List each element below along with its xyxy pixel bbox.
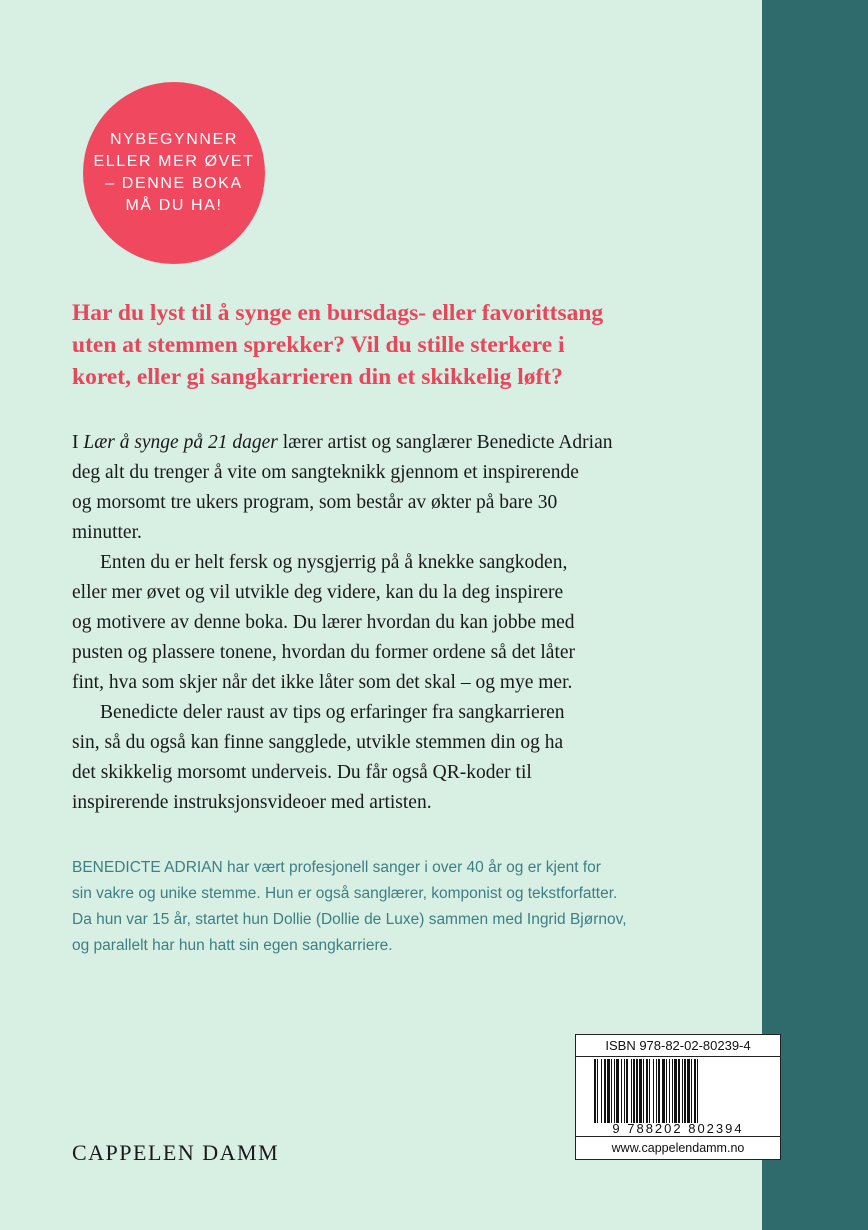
body-line: pusten og plassere tonene, hvordan du former ordene så det låter [72, 642, 576, 663]
barcode-icon [580, 1059, 776, 1123]
badge-line: – DENNE BOKA [105, 175, 243, 192]
promo-badge [83, 82, 265, 264]
barcode-stripe [687, 1059, 690, 1123]
barcode-stripe [616, 1059, 619, 1123]
barcode-stripe [697, 1059, 698, 1123]
barcode-stripe [626, 1059, 628, 1123]
bio-line: Da hun var 15 år, startet hun Dollie (Dollie de Luxe) sammen med Ingrid Bjørnov, [72, 911, 627, 928]
barcode-stripe [684, 1059, 686, 1123]
headline [72, 297, 752, 393]
barcode-stripe [604, 1059, 606, 1123]
body-line: deg alt du trenger å vite om sangteknikk gjennom et inspirerende [72, 462, 579, 483]
body-prefix: I [72, 432, 84, 453]
barcode-stripe [674, 1059, 677, 1123]
isbn-text: ISBN 978-82-02-80239-4 [576, 1035, 780, 1057]
headline-line: koret, eller gi sangkarrieren din et skikkelig løft? [72, 364, 563, 390]
badge-line: MÅ DU HA! [125, 197, 223, 214]
barcode-stripe [662, 1059, 665, 1123]
headline-line: uten at stemmen sprekker? Vil du stille sterkere i [72, 332, 565, 358]
barcode-stripe [666, 1059, 667, 1123]
barcode-stripe [624, 1059, 625, 1123]
barcode-stripe [597, 1059, 598, 1123]
barcode-stripe [653, 1059, 654, 1123]
bio-line: BENEDICTE ADRIAN har vært profesjonell sanger i over 40 år og er kjent for [72, 859, 601, 876]
barcode-stripe [611, 1059, 612, 1123]
barcode-stripe [621, 1059, 622, 1123]
body-line: sin, så du også kan finne sangglede, utvikle stemmen din og ha [72, 732, 564, 753]
body-line: Benedicte deler raust av tips og erfaringer fra sangkarrieren [100, 702, 565, 723]
body-line: fint, hva som skjer når det ikke låter som det skal – og mye mer. [72, 672, 573, 693]
badge-line: NYBEGYNNER [109, 131, 239, 148]
bio-line: sin vakre og unike stemme. Hun er også sanglærer, komponist og tekstforfatter. [72, 885, 618, 902]
barcode-stripe [594, 1059, 596, 1123]
book-title: Lær å synge på 21 dager [83, 432, 278, 453]
barcode-stripe [669, 1059, 670, 1123]
barcode-stripe [694, 1059, 696, 1123]
barcode-stripe [607, 1059, 610, 1123]
body-line: og morsomt tre ukers program, som består av økter på bare 30 [72, 492, 558, 513]
barcode-stripe [601, 1059, 602, 1123]
body-line: og motivere av denne boka. Du lærer hvordan du kan jobbe med [72, 612, 575, 633]
body-text [72, 428, 752, 818]
badge-line: ELLER MER ØVET [93, 153, 255, 170]
barcode-stripe [639, 1059, 642, 1123]
barcode-stripe [614, 1059, 615, 1123]
barcode-stripe [678, 1059, 680, 1123]
barcode-stripe [633, 1059, 635, 1123]
body-line: Enten du er helt fersk og nysgjerrig på å knekke sangkoden, [100, 552, 568, 573]
barcode-stripe [646, 1059, 648, 1123]
body-line-rest: lærer artist og sanglærer Benedicte Adrian [277, 432, 613, 453]
barcode-stripe [631, 1059, 632, 1123]
body-line: eller mer øvet og vil utvikle deg videre, kan du la deg inspirere [72, 582, 564, 603]
body-line: inspirerende instruksjonsvideoer med artisten. [72, 792, 432, 813]
barcode-box [575, 1034, 781, 1160]
body-line [72, 428, 752, 458]
barcode-stripe [672, 1059, 673, 1123]
publisher-logo: CAPPELEN DAMM [72, 1140, 280, 1165]
barcode-stripe [691, 1059, 692, 1123]
barcode-stripe [636, 1059, 638, 1123]
barcode-stripe [656, 1059, 657, 1123]
barcode-stripe [643, 1059, 644, 1123]
body-line: minutter. [72, 522, 142, 543]
publisher-url: www.cappelendamm.no [576, 1136, 780, 1159]
bio-line: og parallelt har hun hatt sin egen sangkarriere. [72, 937, 393, 954]
body-line: det skikkelig morsomt underveis. Du får også QR-koder til [72, 762, 532, 783]
barcode-digits: 9 788202 802394 [612, 1121, 744, 1136]
barcode-stripe [682, 1059, 683, 1123]
headline-line: Har du lyst til å synge en bursdags- eller favorittsang [72, 300, 604, 326]
author-bio [72, 855, 752, 959]
barcode-stripe [658, 1059, 660, 1123]
barcode-stripe [649, 1059, 650, 1123]
